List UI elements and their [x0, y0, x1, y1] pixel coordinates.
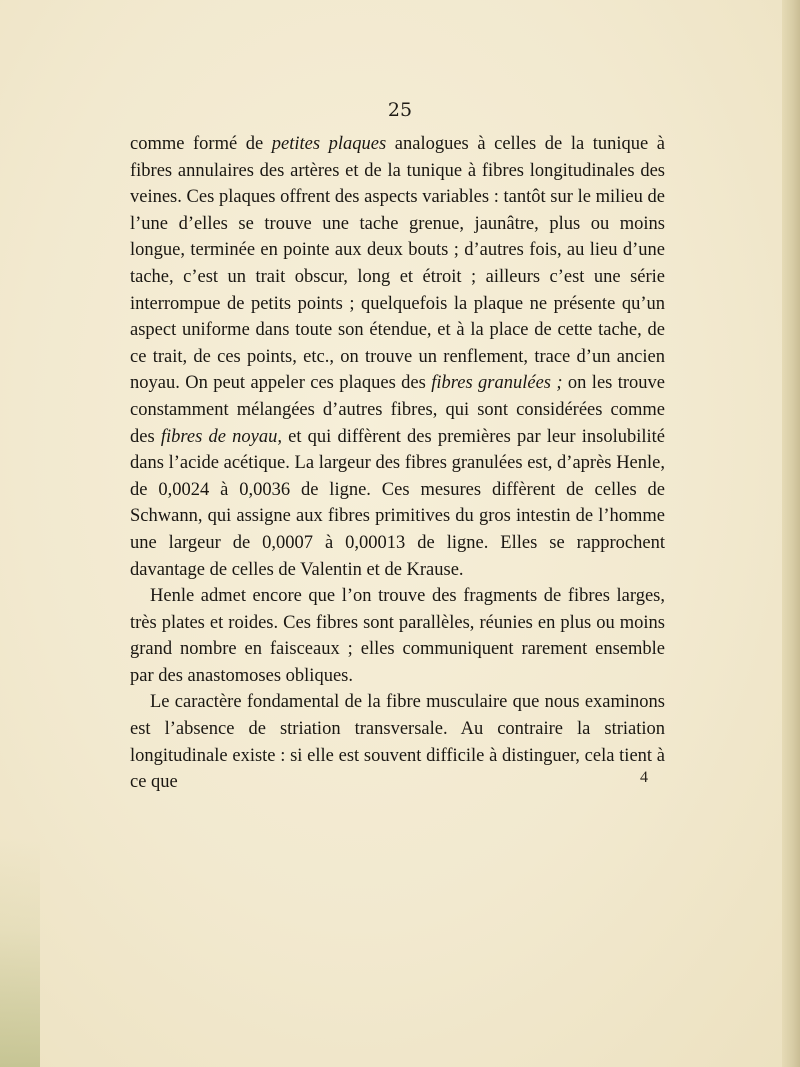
signature-mark: 4	[640, 769, 648, 786]
text-segment: on les trouve constamment mélangées d’autres fibres, qui sont considérées comme des	[130, 373, 666, 447]
italic-term: fibres de noyau,	[160, 426, 282, 447]
page-edge-shadow	[782, 0, 800, 1067]
text-segment: et qui diffèrent des premières par leur insolubilité dans l’acide acétique. La largeur des fibres granulées est, d’après Henle, de 0,0024 à 0,0036 de ligne. Ces mesures diffèrent de celles de Schwann, qui assigne aux fibres primitives du gros intestin de l’homme une largeur de 0,0007 à 0,00013 de ligne. Elles se rapprochent davantage de celles de Valentin et de Krause.	[130, 426, 665, 580]
paragraph	[130, 689, 665, 795]
text-segment: analogues à celles de la tunique à fibres annulaires des artères et de la tunique à fibres longitudinales des veines. Ces plaques offrent des aspects variables : tantôt sur le milieu de l’une d’elles se trouve une tache grenue, jaunâtre, plus ou moins longue, terminée en pointe aux deux bouts ; d’autres fois, au lieu d’une tache, c’est un trait obscur, long et étroit ; ailleurs c’est une série interrompue de petits points ; quelquefois la plaque ne présente qu’un aspect uniforme dans toute son étendue, et à la place de cette tache, de ce trait, de ces points, etc., on trouve un renflement, trace d’un ancien noyau. On peut appeler ces plaques des	[130, 134, 666, 394]
body-text	[130, 131, 665, 796]
text-segment: Le caractère fondamental de la fibre musculaire que nous examinons est l’absence de striation transversale. Au contraire la striation longitudinale existe : si elle est souvent difficile à distinguer, cela tient à ce que	[130, 692, 665, 793]
paragraph	[130, 131, 665, 583]
text-segment: comme formé de	[130, 134, 272, 154]
page-number: 25	[387, 99, 413, 121]
italic-term: fibres granulées ;	[431, 373, 563, 394]
italic-term: petites plaques	[271, 134, 387, 154]
text-segment: Henle admet encore que l’on trouve des fragments de fibres larges, très plates et roides. Ces fibres sont parallèles, réunies en plus ou moins grand nombre en faisceaux ; elles communiquent rarement ensemble par des anastomoses obliques.	[130, 586, 665, 686]
paragraph	[130, 583, 665, 689]
page-stain	[0, 837, 40, 1067]
